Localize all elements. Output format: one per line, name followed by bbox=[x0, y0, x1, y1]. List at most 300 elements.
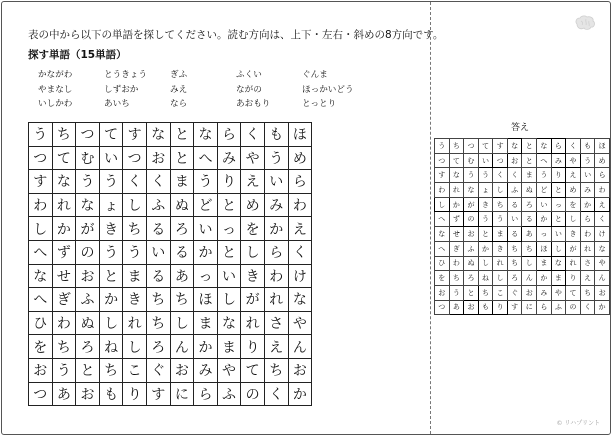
puzzle-cell: ま bbox=[123, 264, 147, 288]
answer-cell: ぬ bbox=[464, 256, 479, 271]
puzzle-cell: ね bbox=[99, 335, 123, 359]
answer-cell: ま bbox=[493, 227, 508, 242]
answer-cell: な bbox=[464, 183, 479, 198]
puzzle-row bbox=[29, 123, 312, 147]
puzzle-cell: い bbox=[194, 217, 218, 241]
puzzle-cell: ま bbox=[170, 170, 194, 194]
puzzle-cell: す bbox=[146, 382, 170, 406]
answer-cell: う bbox=[478, 168, 493, 183]
answer-cell: う bbox=[493, 212, 508, 227]
puzzle-cell: う bbox=[264, 146, 288, 170]
answer-cell: ぐ bbox=[507, 285, 522, 300]
puzzle-cell: て bbox=[241, 358, 265, 382]
puzzle-cell: る bbox=[146, 217, 170, 241]
puzzle-cell: お bbox=[288, 358, 312, 382]
answer-cell: ら bbox=[537, 300, 552, 315]
puzzle-cell: ろ bbox=[146, 335, 170, 359]
puzzle-cell: な bbox=[52, 170, 76, 194]
answer-row bbox=[435, 183, 610, 198]
puzzle-cell: ろ bbox=[76, 335, 100, 359]
word-item: いしかわ bbox=[38, 99, 73, 109]
answer-cell: く bbox=[507, 168, 522, 183]
answer-cell: を bbox=[566, 197, 581, 212]
answer-cell: お bbox=[522, 285, 537, 300]
answer-cell: か bbox=[478, 241, 493, 256]
answer-cell: な bbox=[449, 168, 464, 183]
answer-cell: と bbox=[551, 212, 566, 227]
answer-cell: を bbox=[435, 271, 450, 286]
answer-cell: ほ bbox=[537, 241, 552, 256]
answer-cell: ち bbox=[449, 271, 464, 286]
puzzle-cell: わ bbox=[29, 193, 53, 217]
answer-cell: る bbox=[507, 227, 522, 242]
puzzle-cell: と bbox=[99, 264, 123, 288]
puzzle-cell: る bbox=[170, 240, 194, 264]
puzzle-row bbox=[29, 170, 312, 194]
answer-cell: し bbox=[566, 212, 581, 227]
answer-cell: お bbox=[595, 285, 610, 300]
puzzle-cell: ち bbox=[52, 335, 76, 359]
puzzle-cell: く bbox=[264, 382, 288, 406]
puzzle-cell: ろ bbox=[170, 217, 194, 241]
puzzle-cell: ら bbox=[288, 170, 312, 194]
puzzle-cell: う bbox=[99, 240, 123, 264]
puzzle-row bbox=[29, 217, 312, 241]
answer-cell: ら bbox=[595, 168, 610, 183]
puzzle-cell: い bbox=[146, 240, 170, 264]
answer-cell: ず bbox=[449, 212, 464, 227]
puzzle-cell: を bbox=[241, 217, 265, 241]
answer-cell: へ bbox=[435, 212, 450, 227]
answer-row bbox=[435, 139, 610, 154]
puzzle-cell: ま bbox=[217, 335, 241, 359]
answer-cell: や bbox=[551, 285, 566, 300]
answer-cell: つ bbox=[493, 153, 508, 168]
answer-cell: ら bbox=[551, 139, 566, 154]
answer-cell: ょ bbox=[478, 183, 493, 198]
answer-row bbox=[435, 241, 610, 256]
puzzle-cell: わ bbox=[264, 264, 288, 288]
puzzle-cell: ほ bbox=[194, 288, 218, 312]
puzzle-cell: ず bbox=[52, 240, 76, 264]
answer-cell: す bbox=[435, 168, 450, 183]
answer-cell: と bbox=[522, 153, 537, 168]
word-item: とっとり bbox=[302, 99, 337, 109]
answer-cell: り bbox=[493, 300, 508, 315]
answer-cell: や bbox=[566, 153, 581, 168]
puzzle-cell: が bbox=[76, 217, 100, 241]
puzzle-cell: ほ bbox=[288, 123, 312, 147]
answer-cell: ん bbox=[595, 271, 610, 286]
word-item: あおもり bbox=[236, 99, 271, 109]
answer-cell: し bbox=[551, 241, 566, 256]
answer-cell: お bbox=[435, 285, 450, 300]
answer-cell: お bbox=[464, 227, 479, 242]
answer-cell: い bbox=[507, 212, 522, 227]
puzzle-cell: き bbox=[241, 264, 265, 288]
puzzle-cell: す bbox=[123, 123, 147, 147]
puzzle-cell: す bbox=[29, 170, 53, 194]
puzzle-cell: く bbox=[241, 123, 265, 147]
puzzle-cell: れ bbox=[52, 193, 76, 217]
answer-cell: さ bbox=[580, 256, 595, 271]
puzzle-cell: う bbox=[99, 170, 123, 194]
puzzle-cell: ぐ bbox=[146, 358, 170, 382]
puzzle-cell: ふ bbox=[217, 382, 241, 406]
puzzle-cell: っ bbox=[194, 264, 218, 288]
answer-cell: や bbox=[595, 256, 610, 271]
puzzle-row bbox=[29, 264, 312, 288]
answer-cell: か bbox=[595, 300, 610, 315]
word-item: なら bbox=[170, 99, 188, 109]
answer-cell: と bbox=[478, 227, 493, 242]
answer-cell: い bbox=[551, 227, 566, 242]
answer-cell: ち bbox=[507, 241, 522, 256]
puzzle-cell: て bbox=[52, 146, 76, 170]
puzzle-cell: み bbox=[194, 358, 218, 382]
puzzle-cell: か bbox=[288, 382, 312, 406]
answer-cell: ね bbox=[478, 271, 493, 286]
answer-cell: め bbox=[566, 183, 581, 198]
puzzle-cell: え bbox=[241, 170, 265, 194]
answer-cell: う bbox=[449, 285, 464, 300]
puzzle-cell: か bbox=[99, 288, 123, 312]
answer-cell: も bbox=[478, 300, 493, 315]
answer-cell: か bbox=[537, 212, 552, 227]
puzzle-cell: か bbox=[194, 335, 218, 359]
puzzle-cell: に bbox=[170, 382, 194, 406]
answer-cell: り bbox=[566, 271, 581, 286]
answer-cell: て bbox=[449, 153, 464, 168]
puzzle-cell: く bbox=[288, 240, 312, 264]
answer-cell: か bbox=[449, 197, 464, 212]
answer-cell: う bbox=[435, 139, 450, 154]
answer-cell: ふ bbox=[507, 183, 522, 198]
puzzle-cell: ら bbox=[194, 382, 218, 406]
puzzle-cell: い bbox=[217, 264, 241, 288]
puzzle-cell: へ bbox=[29, 288, 53, 312]
puzzle-cell: ち bbox=[264, 358, 288, 382]
instruction-text: 表の中から以下の単語を探してください。読む方向は、上下・左右・斜めの8方向です。 bbox=[28, 29, 444, 41]
puzzle-cell: え bbox=[288, 217, 312, 241]
puzzle-cell: む bbox=[76, 146, 100, 170]
answer-cell: ち bbox=[478, 285, 493, 300]
puzzle-cell: せ bbox=[52, 264, 76, 288]
puzzle-cell: て bbox=[99, 123, 123, 147]
answer-cell: す bbox=[493, 139, 508, 154]
puzzle-cell: つ bbox=[76, 123, 100, 147]
word-item: みえ bbox=[170, 84, 188, 95]
answer-cell: ほ bbox=[595, 139, 610, 154]
puzzle-cell: な bbox=[194, 123, 218, 147]
answer-cell: な bbox=[595, 241, 610, 256]
answer-cell: く bbox=[580, 300, 595, 315]
answer-cell: わ bbox=[580, 227, 595, 242]
answer-cell: れ bbox=[493, 256, 508, 271]
puzzle-cell: れ bbox=[241, 311, 265, 335]
answer-cell: ろ bbox=[507, 271, 522, 286]
puzzle-cell: ょ bbox=[99, 193, 123, 217]
puzzle-cell: ち bbox=[146, 288, 170, 312]
puzzle-cell: さ bbox=[264, 311, 288, 335]
answer-cell: い bbox=[580, 168, 595, 183]
puzzle-cell: か bbox=[264, 217, 288, 241]
answer-cell: し bbox=[493, 183, 508, 198]
puzzle-cell: と bbox=[170, 146, 194, 170]
puzzle-row bbox=[29, 335, 312, 359]
puzzle-cell: や bbox=[241, 146, 265, 170]
answer-cell: あ bbox=[449, 300, 464, 315]
puzzle-cell: を bbox=[29, 335, 53, 359]
puzzle-cell: ち bbox=[170, 288, 194, 312]
puzzle-cell: れ bbox=[123, 311, 147, 335]
answer-cell: れ bbox=[449, 183, 464, 198]
answer-cell: え bbox=[580, 271, 595, 286]
puzzle-cell: が bbox=[241, 288, 265, 312]
word-item: ぐんま bbox=[302, 70, 328, 80]
answer-cell: み bbox=[537, 285, 552, 300]
puzzle-cell: の bbox=[76, 240, 100, 264]
puzzle-cell: お bbox=[170, 358, 194, 382]
answer-cell: お bbox=[507, 153, 522, 168]
answer-cell: き bbox=[493, 241, 508, 256]
answer-cell: わ bbox=[449, 256, 464, 271]
brain-icon bbox=[574, 15, 596, 32]
puzzle-row bbox=[29, 193, 312, 217]
puzzle-cell: や bbox=[288, 311, 312, 335]
answer-cell: む bbox=[464, 153, 479, 168]
answer-cell: の bbox=[566, 300, 581, 315]
answer-cell: へ bbox=[435, 241, 450, 256]
puzzle-cell: し bbox=[123, 193, 147, 217]
answer-cell: く bbox=[595, 212, 610, 227]
puzzle-row bbox=[29, 358, 312, 382]
puzzle-cell: い bbox=[264, 170, 288, 194]
answer-cell: な bbox=[435, 227, 450, 242]
puzzle-cell: く bbox=[123, 170, 147, 194]
answer-cell: ひ bbox=[435, 256, 450, 271]
word-item: しずおか bbox=[104, 84, 139, 95]
puzzle-cell: く bbox=[146, 170, 170, 194]
answer-cell: へ bbox=[537, 153, 552, 168]
puzzle-cell: ら bbox=[217, 123, 241, 147]
puzzle-row bbox=[29, 146, 312, 170]
answer-cell: が bbox=[464, 197, 479, 212]
answer-cell: く bbox=[566, 139, 581, 154]
answer-row bbox=[435, 271, 610, 286]
puzzle-row bbox=[29, 382, 312, 406]
puzzle-cell: ち bbox=[52, 123, 76, 147]
puzzle-cell: へ bbox=[29, 240, 53, 264]
answer-cell: ま bbox=[537, 256, 552, 271]
puzzle-cell: り bbox=[123, 382, 147, 406]
answer-cell: し bbox=[435, 197, 450, 212]
answer-cell: ろ bbox=[464, 271, 479, 286]
puzzle-cell: お bbox=[146, 146, 170, 170]
puzzle-cell: な bbox=[217, 311, 241, 335]
answer-cell: て bbox=[566, 285, 581, 300]
word-item: ふくい bbox=[236, 70, 262, 80]
puzzle-cell: け bbox=[288, 264, 312, 288]
answer-cell: こ bbox=[493, 285, 508, 300]
puzzle-cell: ふ bbox=[146, 193, 170, 217]
puzzle-cell: ふ bbox=[76, 288, 100, 312]
puzzle-cell: も bbox=[264, 123, 288, 147]
word-list bbox=[38, 68, 418, 112]
puzzle-cell: し bbox=[170, 311, 194, 335]
puzzle-cell: め bbox=[288, 146, 312, 170]
puzzle-cell: か bbox=[194, 240, 218, 264]
puzzle-cell: の bbox=[241, 382, 265, 406]
puzzle-cell: と bbox=[170, 123, 194, 147]
answer-cell: ど bbox=[537, 183, 552, 198]
puzzle-cell: る bbox=[146, 264, 170, 288]
puzzle-row bbox=[29, 288, 312, 312]
word-item: ながの bbox=[236, 84, 262, 95]
answer-cell: み bbox=[551, 153, 566, 168]
puzzle-cell: お bbox=[29, 358, 53, 382]
puzzle-row bbox=[29, 240, 312, 264]
puzzle-cell: お bbox=[76, 264, 100, 288]
puzzle-cell: し bbox=[99, 311, 123, 335]
answer-row bbox=[435, 256, 610, 271]
answer-cell: っ bbox=[551, 197, 566, 212]
answer-cell: れ bbox=[566, 256, 581, 271]
puzzle-cell: な bbox=[288, 288, 312, 312]
answer-cell: ま bbox=[522, 168, 537, 183]
answer-cell: せ bbox=[449, 227, 464, 242]
puzzle-cell: う bbox=[52, 358, 76, 382]
answer-cell: て bbox=[478, 139, 493, 154]
puzzle-cell: ち bbox=[146, 311, 170, 335]
puzzle-cell: お bbox=[76, 382, 100, 406]
word-list-title: 探す単語（15単語） bbox=[28, 49, 127, 61]
answer-cell: わ bbox=[595, 183, 610, 198]
answer-cell: ち bbox=[507, 256, 522, 271]
puzzle-cell: わ bbox=[52, 311, 76, 335]
puzzle-cell: う bbox=[29, 123, 53, 147]
puzzle-cell: な bbox=[76, 193, 100, 217]
answer-cell: う bbox=[580, 153, 595, 168]
answer-cell: ち bbox=[522, 241, 537, 256]
puzzle-cell: め bbox=[241, 193, 265, 217]
answer-cell: ふ bbox=[464, 241, 479, 256]
puzzle-cell: と bbox=[217, 193, 241, 217]
puzzle-cell: ら bbox=[264, 240, 288, 264]
answer-cell: が bbox=[566, 241, 581, 256]
answer-row bbox=[435, 153, 610, 168]
cut-line bbox=[430, 2, 431, 434]
puzzle-cell: し bbox=[217, 288, 241, 312]
answer-cell: の bbox=[464, 212, 479, 227]
answer-cell: ら bbox=[580, 212, 595, 227]
answer-cell: し bbox=[493, 271, 508, 286]
puzzle-cell: ま bbox=[194, 311, 218, 335]
answer-cell: な bbox=[551, 256, 566, 271]
puzzle-cell: か bbox=[52, 217, 76, 241]
answer-cell: す bbox=[507, 300, 522, 315]
answer-cell: き bbox=[478, 197, 493, 212]
puzzle-cell: ち bbox=[99, 358, 123, 382]
word-item: やまなし bbox=[38, 84, 73, 95]
answer-cell: れ bbox=[580, 241, 595, 256]
puzzle-cell: ん bbox=[170, 335, 194, 359]
answer-cell: き bbox=[566, 227, 581, 242]
answer-cell: ま bbox=[551, 271, 566, 286]
answer-cell: ん bbox=[522, 271, 537, 286]
answer-cell: し bbox=[478, 256, 493, 271]
answer-cell: な bbox=[507, 139, 522, 154]
answer-cell: り bbox=[551, 168, 566, 183]
answer-cell: も bbox=[580, 139, 595, 154]
puzzle-cell: わ bbox=[288, 193, 312, 217]
answer-row bbox=[435, 168, 610, 183]
puzzle-cell: と bbox=[217, 240, 241, 264]
answer-cell: ぎ bbox=[449, 241, 464, 256]
puzzle-cell: ん bbox=[288, 335, 312, 359]
puzzle-cell: っ bbox=[217, 217, 241, 241]
copyright-text: © リハプリント bbox=[556, 420, 600, 427]
puzzle-cell: な bbox=[146, 123, 170, 147]
answer-cell: か bbox=[580, 197, 595, 212]
puzzle-cell: ぬ bbox=[76, 311, 100, 335]
answer-cell: あ bbox=[522, 227, 537, 242]
answer-cell: え bbox=[595, 197, 610, 212]
puzzle-cell: つ bbox=[29, 382, 53, 406]
answer-cell: け bbox=[595, 227, 610, 242]
puzzle-cell: り bbox=[217, 170, 241, 194]
answer-cell: わ bbox=[435, 183, 450, 198]
puzzle-cell: し bbox=[241, 240, 265, 264]
puzzle-cell: と bbox=[76, 358, 100, 382]
answer-cell: る bbox=[522, 212, 537, 227]
answer-cell: う bbox=[537, 168, 552, 183]
puzzle-cell: え bbox=[264, 335, 288, 359]
puzzle-row bbox=[29, 311, 312, 335]
answer-row bbox=[435, 197, 610, 212]
answer-cell: え bbox=[566, 168, 581, 183]
puzzle-cell: う bbox=[123, 240, 147, 264]
puzzle-cell: り bbox=[241, 335, 265, 359]
answer-cell: ち bbox=[493, 197, 508, 212]
puzzle-cell: や bbox=[217, 358, 241, 382]
puzzle-cell: ひ bbox=[29, 311, 53, 335]
answer-cell: め bbox=[595, 153, 610, 168]
answer-cell: う bbox=[478, 212, 493, 227]
worksheet-page bbox=[1, 1, 611, 435]
puzzle-cell: き bbox=[99, 217, 123, 241]
answer-cell: に bbox=[522, 300, 537, 315]
puzzle-cell: ち bbox=[123, 217, 147, 241]
puzzle-cell: う bbox=[76, 170, 100, 194]
answer-cell: な bbox=[537, 139, 552, 154]
answer-cell: み bbox=[580, 183, 595, 198]
answer-cell: ふ bbox=[551, 300, 566, 315]
answer-cell: る bbox=[507, 197, 522, 212]
puzzle-cell: あ bbox=[170, 264, 194, 288]
word-item: ぎふ bbox=[170, 70, 188, 80]
answer-row bbox=[435, 227, 610, 242]
answer-cell: つ bbox=[464, 139, 479, 154]
puzzle-cell: き bbox=[123, 288, 147, 312]
answer-row bbox=[435, 300, 610, 315]
puzzle-cell: つ bbox=[29, 146, 53, 170]
answer-cell: い bbox=[537, 197, 552, 212]
puzzle-cell: へ bbox=[194, 146, 218, 170]
answer-row bbox=[435, 212, 610, 227]
answer-cell: つ bbox=[435, 300, 450, 315]
answer-cell: つ bbox=[435, 153, 450, 168]
